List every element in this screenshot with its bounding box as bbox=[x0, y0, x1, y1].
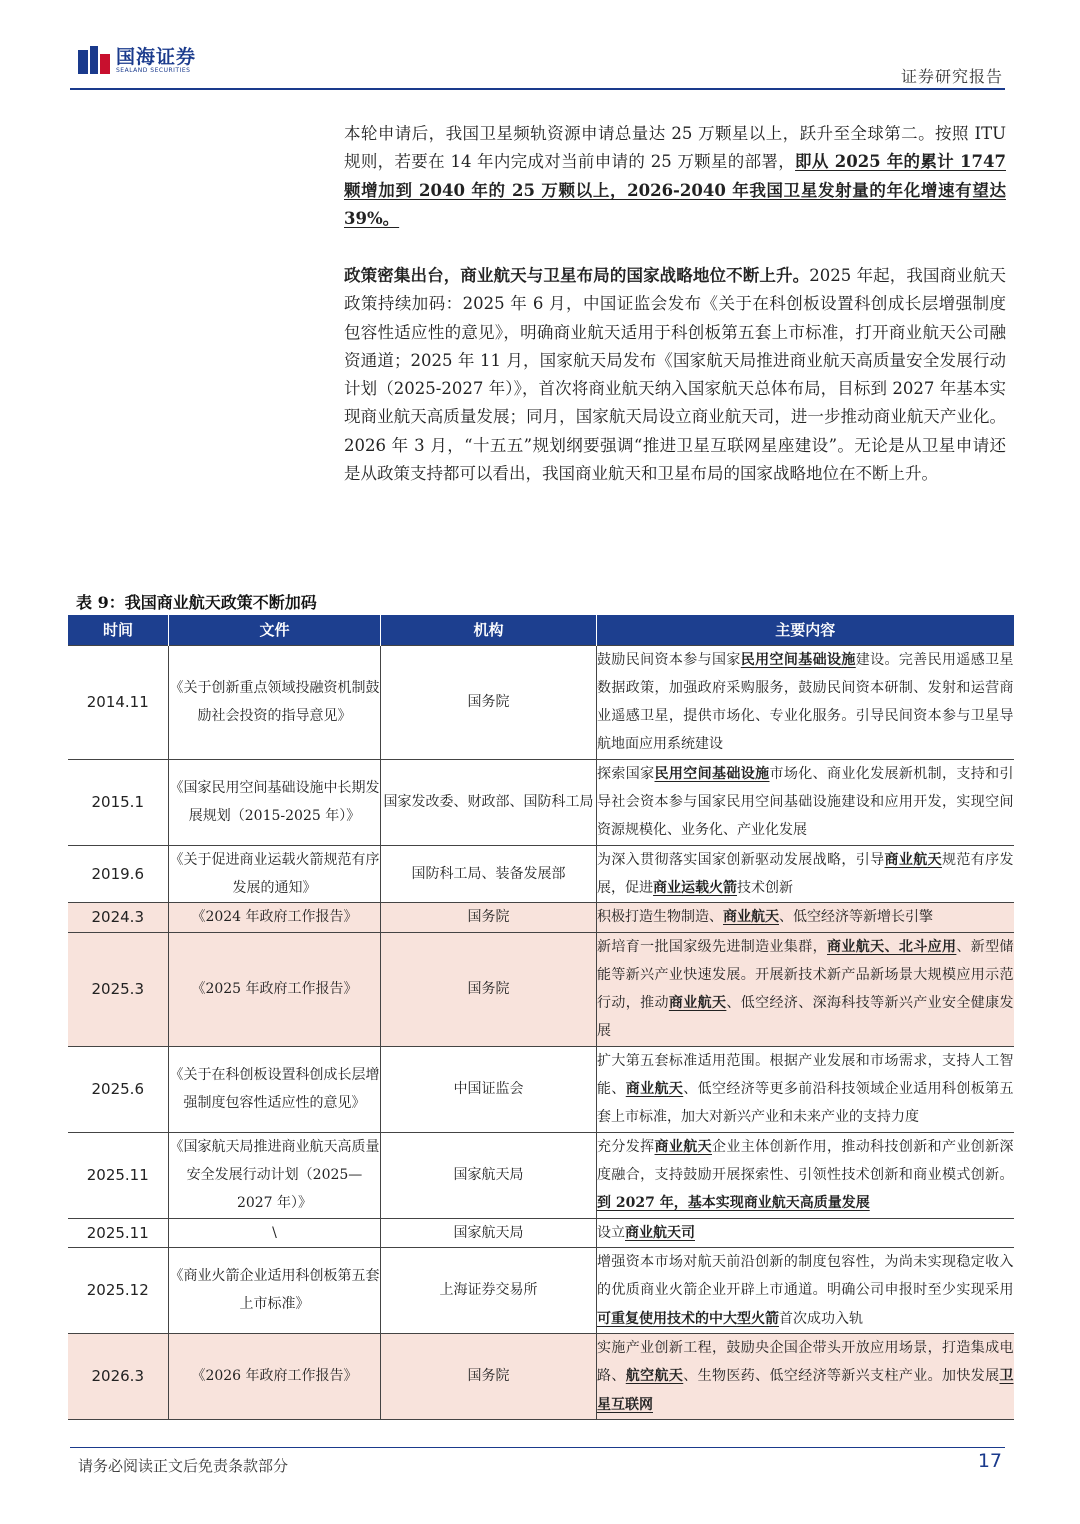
cell-time: 2025.6 bbox=[68, 1046, 169, 1132]
report-type-label: 证券研究报告 bbox=[900, 67, 1003, 86]
cell-org: 国防科工局、装备发展部 bbox=[381, 845, 597, 903]
key-phrase: 卫星互联网 bbox=[597, 1368, 1014, 1413]
paragraph-text: 2025 年起，我国商业航天政策持续加码：2025 年 6 月，中国证监会发布《关于在科创板设置科创成长层增强制度包容性适应性的意见》，明确商业航天适用于科创板第五套上市标准，打开商业航天公司融资通道；2025 年 11 月，国家航天局发布《国家航天局推进商业航天高质量安全发展行动计划（2025-2027 年）》，首次将商业航天纳入国家航天总体布局，目标到 2027 年基本实现商业航天高质量发展；同月，国家航天局设立商业航天司，进一步推动商业航天产业化。2026 年 3 月，“十五五”规划纲要强调“推进卫星互联网星座建设”。无论是从卫星申请还是从政策支持都可以看出，我国商业航天和卫星布局的国家战略地位在不断上升。 bbox=[344, 266, 1006, 484]
key-phrase: 商业航天司 bbox=[625, 1224, 695, 1241]
cell-time: 2026.3 bbox=[68, 1333, 169, 1419]
key-phrase: 民用空间基础设施 bbox=[740, 651, 856, 668]
cell-content: 探索国家民用空间基础设施市场化、商业化发展新机制，支持和引导社会资本参与国家民用空间基础设施建设和应用开发，实现空间资源规模化、业务化、产业化发展 bbox=[597, 759, 1014, 845]
table-row-highlighted bbox=[68, 932, 1014, 1046]
cell-org: 国务院 bbox=[381, 903, 597, 932]
logo-icon bbox=[78, 46, 110, 76]
key-phrase: 商业航天 bbox=[625, 1081, 684, 1098]
column-header-time: 时间 bbox=[68, 615, 169, 645]
key-phrase: 民用空间基础设施 bbox=[654, 765, 770, 782]
column-header-doc: 文件 bbox=[169, 615, 381, 645]
cell-time: 2015.1 bbox=[68, 759, 169, 845]
cell-doc: 《2024 年政府工作报告》 bbox=[169, 903, 381, 932]
cell-content: 实施产业创新工程，鼓励央企国企带头开放应用场景，打造集成电路、航空航天、生物医药、低空经济等新兴支柱产业。加快发展卫星互联网 bbox=[597, 1333, 1014, 1419]
cell-time: 2024.3 bbox=[68, 903, 169, 932]
key-phrase: 航空航天 bbox=[625, 1368, 684, 1385]
cell-doc: 《国家航天局推进商业航天高质量安全发展行动计划（2025—2027 年）》 bbox=[169, 1132, 381, 1218]
cell-doc: 《关于在科创板设置科创成长层增强制度包容性适应性的意见》 bbox=[169, 1046, 381, 1132]
table-row bbox=[68, 1132, 1014, 1218]
cell-org: 国家发改委、财政部、国防科工局 bbox=[381, 759, 597, 845]
cell-content: 新培育一批国家级先进制造业集群，商业航天、北斗应用、新型储能等新兴产业快速发展。开展新技术新产品新场景大规模应用示范行动，推动商业航天、低空经济、深海科技等新兴产业安全健康发展 bbox=[597, 932, 1014, 1046]
logo-name-cn: 国海证券 bbox=[116, 46, 197, 68]
cell-time: 2014.11 bbox=[68, 645, 169, 759]
cell-content: 积极打造生物制造、商业航天、低空经济等新增长引擎 bbox=[597, 903, 1014, 932]
company-logo bbox=[78, 46, 196, 76]
page-number: 17 bbox=[977, 1450, 1002, 1472]
cell-time: 2025.3 bbox=[68, 932, 169, 1046]
cell-doc: 《商业火箭企业适用科创板第五套上市标准》 bbox=[169, 1247, 381, 1333]
logo-name-en: SEALAND SECURITIES bbox=[116, 67, 191, 74]
header-divider bbox=[70, 88, 1005, 90]
cell-doc: \ bbox=[169, 1218, 381, 1247]
cell-content: 扩大第五套标准适用范围。根据产业发展和市场需求，支持人工智能、商业航天、低空经济等更多前沿科技领域企业适用科创板第五套上市标准，加大对新兴产业和未来产业的支持力度 bbox=[597, 1046, 1014, 1132]
cell-content: 增强资本市场对航天前沿创新的制度包容性，为尚未实现稳定收入的优质商业火箭企业开辟上市通道。明确公司申报时至少实现采用可重复使用技术的中大型火箭首次成功入轨 bbox=[597, 1247, 1014, 1333]
cell-time: 2025.11 bbox=[68, 1132, 169, 1218]
table-row bbox=[68, 645, 1014, 759]
paragraph-policy bbox=[344, 262, 1006, 488]
cell-org: 国务院 bbox=[381, 645, 597, 759]
key-phrase: 到 2027 年，基本实现商业航天高质量发展 bbox=[597, 1195, 870, 1212]
table-row bbox=[68, 1218, 1014, 1247]
table-row-highlighted bbox=[68, 903, 1014, 932]
cell-content: 鼓励民间资本参与国家民用空间基础设施建设。完善民用遥感卫星数据政策，加强政府采购服务，鼓励民间资本研制、发射和运营商业遥感卫星，提供市场化、专业化服务。引导民间资本参与卫星导航地面应用系统建设 bbox=[597, 645, 1014, 759]
cell-content: 为深入贯彻落实国家创新驱动发展战略，引导商业航天规范有序发展，促进商业运载火箭技术创新 bbox=[597, 845, 1014, 903]
cell-org: 国家航天局 bbox=[381, 1132, 597, 1218]
key-phrase: 商业航天 bbox=[668, 995, 727, 1012]
column-header-org: 机构 bbox=[381, 615, 597, 645]
table-row bbox=[68, 845, 1014, 903]
table-row bbox=[68, 1046, 1014, 1132]
key-phrase: 商业航天 bbox=[654, 1138, 712, 1155]
key-phrase: 商业航天 bbox=[723, 909, 779, 926]
cell-content: 充分发挥商业航天企业主体创新作用，推动科技创新和产业创新深度融合，支持鼓励开展探索性、引领性技术创新和商业模式创新。到 2027 年，基本实现商业航天高质量发展 bbox=[597, 1132, 1014, 1218]
paragraph-emphasis: 即从 2025 年的累计 1747 颗增加到 2040 年的 25 万颗以上，2026-2040 年我国卫星发射量的年化增速有望达 39%。 bbox=[344, 152, 1006, 228]
paragraph-satellite-applications bbox=[344, 120, 1006, 233]
cell-time: 2025.11 bbox=[68, 1218, 169, 1247]
table-header-row bbox=[68, 615, 1014, 645]
cell-doc: 《关于促进商业运载火箭规范有序发展的通知》 bbox=[169, 845, 381, 903]
cell-doc: 《2026 年政府工作报告》 bbox=[169, 1333, 381, 1419]
cell-time: 2025.12 bbox=[68, 1247, 169, 1333]
key-phrase: 商业运载火箭 bbox=[653, 879, 737, 896]
paragraph-lead: 政策密集出台，商业航天与卫星布局的国家战略地位不断上升。 bbox=[344, 266, 810, 285]
cell-doc: 《关于创新重点领域投融资机制鼓励社会投资的指导意见》 bbox=[169, 645, 381, 759]
cell-doc: 《国家民用空间基础设施中长期发展规划（2015-2025 年）》 bbox=[169, 759, 381, 845]
cell-org: 中国证监会 bbox=[381, 1046, 597, 1132]
cell-org: 国务院 bbox=[381, 932, 597, 1046]
cell-doc: 《2025 年政府工作报告》 bbox=[169, 932, 381, 1046]
table-caption: 表 9：我国商业航天政策不断加码 bbox=[76, 593, 317, 612]
table-row bbox=[68, 759, 1014, 845]
policy-table bbox=[67, 615, 1014, 1420]
key-phrase: 商业航天、北斗应用 bbox=[827, 938, 957, 955]
paragraph-text: 本轮申请后，我国卫星频轨资源申请总量达 25 万颗星以上，跃升至全球第二。按照 ITU 规则，若要在 14 年内完成对当前申请的 25 万颗星的部署， bbox=[344, 124, 1006, 172]
cell-time: 2019.6 bbox=[68, 845, 169, 903]
cell-org: 上海证券交易所 bbox=[381, 1247, 597, 1333]
column-header-content: 主要内容 bbox=[597, 615, 1014, 645]
table-row bbox=[68, 1247, 1014, 1333]
key-phrase: 可重复使用技术的中大型火箭 bbox=[597, 1310, 779, 1327]
page-header bbox=[70, 40, 1005, 90]
cell-org: 国务院 bbox=[381, 1333, 597, 1419]
key-phrase: 商业航天 bbox=[884, 851, 942, 868]
cell-content: 设立商业航天司 bbox=[597, 1218, 1014, 1247]
table-row-highlighted bbox=[68, 1333, 1014, 1419]
cell-org: 国家航天局 bbox=[381, 1218, 597, 1247]
footer-disclaimer: 请务必阅读正文后免责条款部分 bbox=[78, 1457, 289, 1475]
footer-divider bbox=[70, 1447, 1005, 1448]
